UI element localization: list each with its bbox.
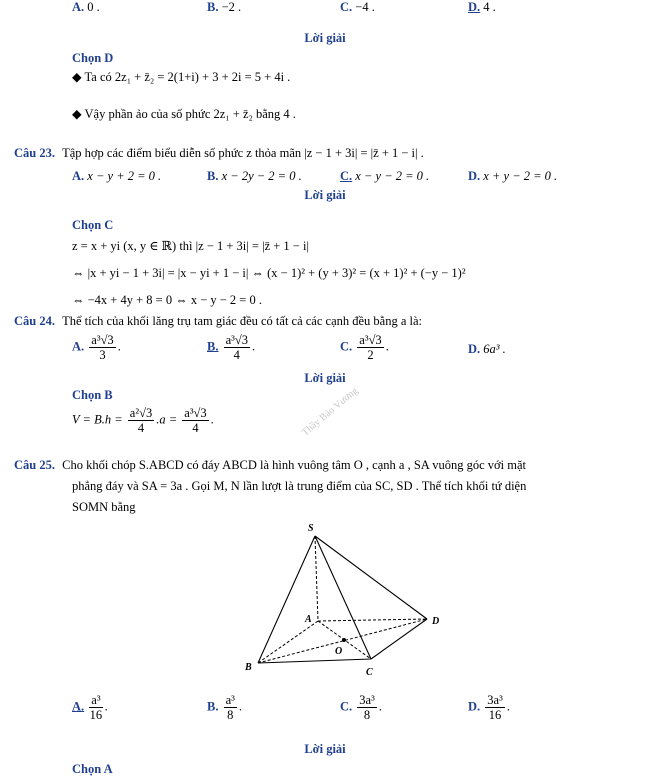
q24-formula: V = B.h = $\frac{\text{a²√3}}{4}$ .a = $\frac{\text{a³√3}}{4}$ . (72, 406, 214, 435)
q22-choice: Chọn D (72, 51, 114, 65)
q25-question-line2: phẳng đáy và SA = 3a . Gọi M, N lần lượt là trung điểm của SC, SD . Thể tích khối tứ diện (72, 479, 527, 493)
fraction: $\frac{\text{a³}}{8}$ (225, 693, 235, 722)
q23-option-b[interactable]: B. x − 2y − 2 = 0 . (207, 169, 302, 183)
fraction: $\frac{\text{a³√3}}{2}$ (359, 333, 382, 362)
q25-question-line3: SOMN bằng (72, 500, 136, 514)
q22-solution-heading: Lời giải (304, 31, 346, 45)
q22-option-a[interactable]: A. 0 . (72, 0, 100, 14)
fraction: $\frac{\text{a³√3}}{4}$ (184, 406, 207, 435)
q22-option-b[interactable]: B. −2 . (207, 0, 242, 14)
fraction: $\frac{\text{a³}}{16}$ (89, 693, 103, 722)
q24-question: Câu 24. Thể tích của khối lăng trụ tam giác đều có tất cả các cạnh đều bằng a là: (14, 314, 423, 328)
q24-solution-heading: Lời giải (304, 371, 346, 385)
q24-option-d[interactable]: D. 6a³ . (468, 342, 506, 356)
label-c: C (366, 667, 373, 678)
point-o (342, 638, 346, 642)
fraction: $\frac{\text{a³√3}}{4}$ (225, 333, 248, 362)
q24-option-c[interactable]: C. $\frac{\text{a³√3}}{2}$ . (340, 333, 389, 362)
label-s: S (308, 523, 314, 534)
fraction: $\frac{\text{3a³}}{16}$ (487, 693, 503, 722)
q23-option-a[interactable]: A. x − y + 2 = 0 . (72, 169, 162, 183)
q22-option-d[interactable]: D. 4 . (468, 0, 496, 14)
edge-sd (315, 536, 427, 619)
q23-solution-heading: Lời giải (304, 188, 346, 202)
q22-option-c[interactable]: C. −4 . (340, 0, 375, 14)
edge-ad (318, 619, 427, 621)
pyramid-figure (230, 518, 450, 683)
q23-option-c[interactable]: C. x − y − 2 = 0 . (340, 169, 430, 183)
q25-option-a[interactable]: A. $\frac{\text{a³}}{16}$ . (72, 693, 108, 722)
bullet-icon: ◆ (72, 107, 82, 121)
edge-sa (315, 536, 318, 621)
q23-solution-line1: z = x + yi (x, y ∈ ℝ) thì |z − 1 + 3i| = |z̄ + 1 − i| (72, 239, 309, 253)
label-o: O (335, 646, 343, 657)
edge-cd (371, 619, 427, 659)
edge-sb (258, 536, 315, 663)
edge-bc (258, 659, 371, 663)
q25-choice: Chọn A (72, 762, 113, 776)
q24-choice: Chọn B (72, 388, 113, 402)
q24-option-a[interactable]: A. $\frac{\text{a³√3}}{3}$ . (72, 333, 121, 362)
label-a: A (305, 614, 312, 625)
q23-solution-line3: ⇔ −4x + 4y + 8 = 0 ⇔ x − y − 2 = 0 . (72, 293, 262, 307)
q25-option-d[interactable]: D. $\frac{\text{3a³}}{16}$ . (468, 693, 510, 722)
q22-solution-line2: ◆ Vậy phần ảo của số phức 2z₁ + z̄₂ bằng 4 . (72, 107, 296, 121)
watermark: Thầy Bảo Vương (300, 385, 361, 439)
q25-option-b[interactable]: B. $\frac{\text{a³}}{8}$ . (207, 693, 243, 722)
q22-solution-line1: ◆ Ta có 2z₁ + z̄₂ = 2(1+i) + 3 + 2i = 5 + 4i . (72, 70, 291, 84)
q23-solution-line2: ⇔ |x + yi − 1 + 3i| = |x − yi + 1 − i| ⇔ (x − 1)² + (y + 3)² = (x + 1)² + (−y − 1)² (72, 266, 466, 280)
q25-option-c[interactable]: C. $\frac{\text{3a³}}{8}$ . (340, 693, 382, 722)
fraction: $\frac{\text{a²√3}}{4}$ (129, 406, 153, 435)
q23-option-d[interactable]: D. x + y − 2 = 0 . (468, 169, 558, 183)
bullet-icon: ◆ (72, 70, 82, 84)
q25-question-line1: Câu 25. Cho khối chóp S.ABCD có đáy ABCD là hình vuông tâm O , cạnh a , SA vuông góc với mặt (14, 458, 526, 472)
q24-option-b[interactable]: B. $\frac{\text{a³√3}}{4}$ . (207, 333, 256, 362)
label-b: B (245, 662, 252, 673)
fraction: $\frac{\text{a³√3}}{3}$ (91, 333, 114, 362)
q25-solution-heading: Lời giải (304, 742, 346, 756)
q23-choice: Chọn C (72, 218, 114, 232)
fraction: $\frac{\text{3a³}}{8}$ (359, 693, 375, 722)
q23-question: Câu 23. Tập hợp các điểm biểu diễn số phức z thỏa mãn |z − 1 + 3i| = |z̄ + 1 − i| . (14, 146, 424, 160)
label-d: D (432, 616, 440, 627)
